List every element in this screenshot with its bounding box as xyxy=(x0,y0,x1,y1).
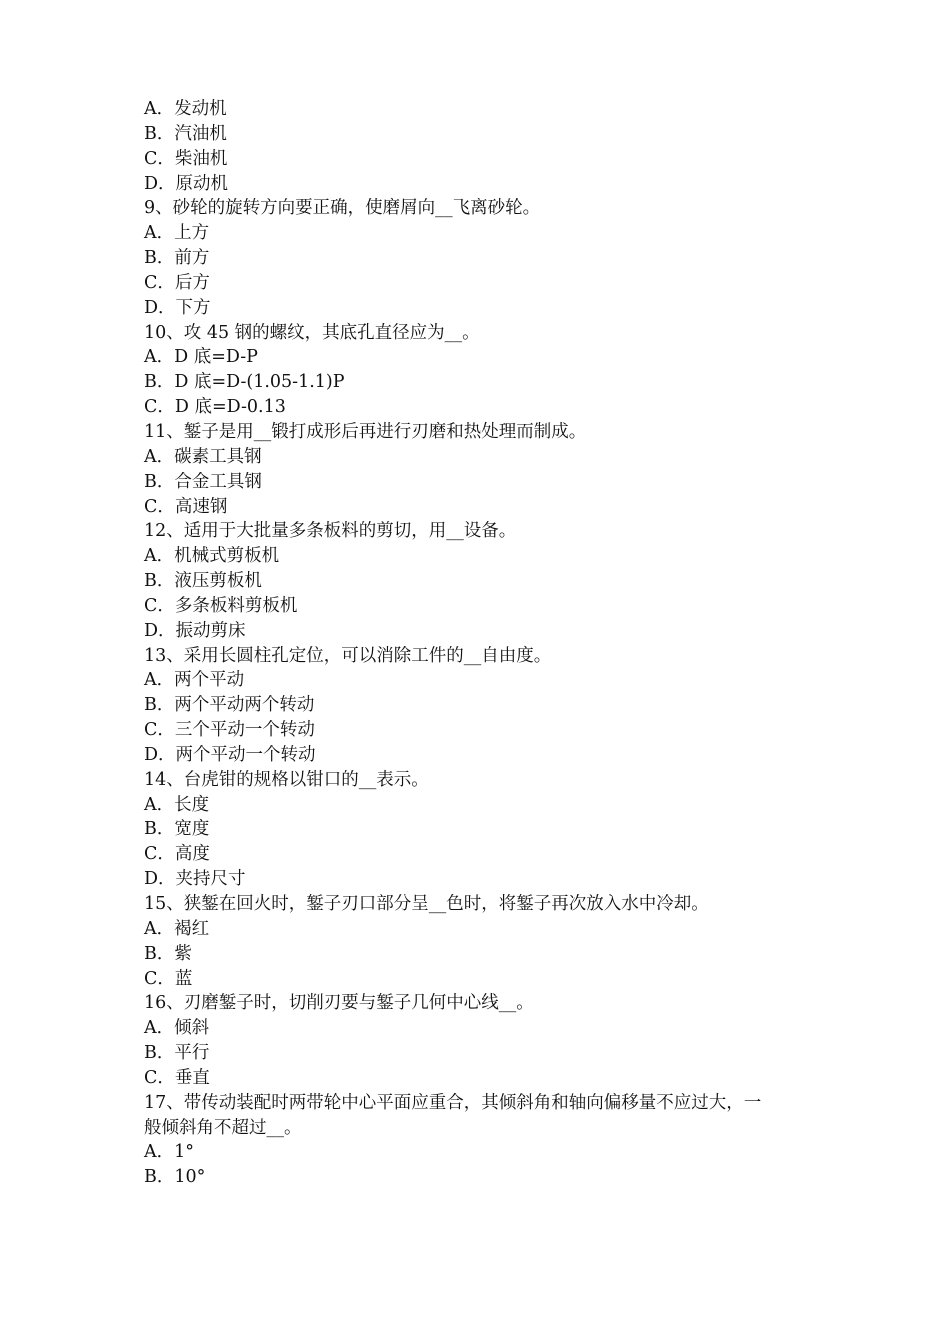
option-line: C．后方 xyxy=(144,272,210,293)
option-line: A．1° xyxy=(144,1142,195,1163)
option-line: C．三个平动一个转动 xyxy=(144,720,315,741)
option-line: B．10° xyxy=(144,1167,206,1188)
option-line: A．D 底=D-P xyxy=(144,347,258,368)
option-line: C．高速钢 xyxy=(144,496,228,517)
option-line: A．倾斜 xyxy=(144,1018,210,1039)
option-line: C．高度 xyxy=(144,844,210,865)
option-line: B．合金工具钢 xyxy=(144,471,262,492)
option-line: D．下方 xyxy=(144,297,211,318)
question-line: 14、台虎钳的规格以钳口的__表示。 xyxy=(144,769,429,790)
option-line: C．垂直 xyxy=(144,1067,210,1088)
option-line: C．D 底=D-0.13 xyxy=(144,397,286,418)
option-line: B．D 底=D-(1.05-1.1)P xyxy=(144,372,345,393)
question-line: 11、錾子是用__锻打成形后再进行刃磨和热处理而制成。 xyxy=(144,421,587,442)
question-text xyxy=(144,97,824,1190)
question-line: 17、带传动装配时两带轮中心平面应重合，其倾斜角和轴向偏移量不应过大，一 xyxy=(144,1092,762,1113)
question-line: 13、采用长圆柱孔定位，可以消除工件的__自由度。 xyxy=(144,645,552,666)
option-line: D．振动剪床 xyxy=(144,620,246,641)
option-line: B．液压剪板机 xyxy=(144,571,262,592)
question-line: 12、适用于大批量多条板料的剪切，用__设备。 xyxy=(144,521,517,542)
option-line: C．柴油机 xyxy=(144,148,228,169)
option-line: B．紫 xyxy=(144,943,192,964)
option-line: A．两个平动 xyxy=(144,670,245,691)
option-line: D．两个平动一个转动 xyxy=(144,744,316,765)
option-line: D．原动机 xyxy=(144,173,229,194)
option-line: C．多条板料剪板机 xyxy=(144,595,298,616)
question-line: 9、砂轮的旋转方向要正确，使磨屑向__飞离砂轮。 xyxy=(144,198,541,219)
option-line: A．碳素工具钢 xyxy=(144,446,262,467)
question-line: 16、刃磨錾子时，切削刃要与錾子几何中心线__。 xyxy=(144,993,534,1014)
option-line: A．机械式剪板机 xyxy=(144,546,280,567)
option-line: B．汽油机 xyxy=(144,123,227,144)
option-line: B．平行 xyxy=(144,1043,210,1064)
option-line: C．蓝 xyxy=(144,968,193,989)
question-line: 10、攻 45 钢的螺纹，其底孔直径应为__。 xyxy=(144,322,480,343)
option-line: B．宽度 xyxy=(144,819,210,840)
option-line: A．长度 xyxy=(144,794,210,815)
option-line: A．褐红 xyxy=(144,918,210,939)
question-line: 15、狭錾在回火时，錾子刃口部分呈__色时，将錾子再次放入水中冷却。 xyxy=(144,894,709,914)
option-line: A．发动机 xyxy=(144,99,227,119)
option-line: B．前方 xyxy=(144,248,210,269)
option-line: D．夹持尺寸 xyxy=(144,869,246,890)
question-line-continued: 般倾斜角不超过__。 xyxy=(144,1117,302,1138)
option-line: A．上方 xyxy=(144,223,210,244)
option-line: B．两个平动两个转动 xyxy=(144,695,315,716)
